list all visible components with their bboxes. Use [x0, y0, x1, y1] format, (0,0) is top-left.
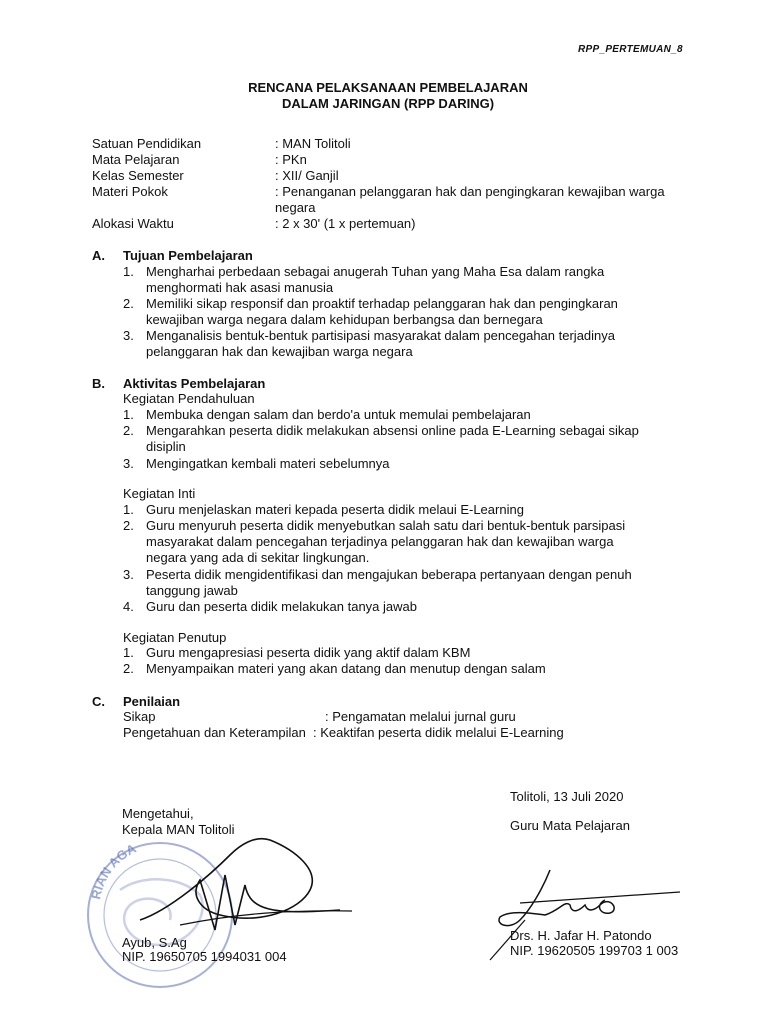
list-item: Guru mengapresiasi peserta didik yang aktif dalam KBM — [146, 645, 471, 660]
list-number: 1. — [123, 264, 134, 279]
identity-value-satuan: : MAN Tolitoli — [275, 136, 351, 151]
document-title-line2: DALAM JARINGAN (RPP DARING) — [281, 96, 495, 111]
list-number: 3. — [123, 456, 134, 471]
right-sign-nip: NIP. 19620505 199703 1 003 — [510, 943, 679, 958]
section-c-letter: C. — [92, 694, 105, 709]
right-sign-role: Guru Mata Pelajaran — [510, 818, 630, 833]
document-title-line1: RENCANA PELAKSANAAN PEMBELAJARAN — [248, 80, 528, 95]
section-c-title: Penilaian — [123, 694, 181, 709]
list-item: Peserta didik mengidentifikasi dan mengajukan beberapa pertanyaan dengan penuh — [146, 567, 632, 582]
subsection-pendahuluan-title: Kegiatan Pendahuluan — [123, 391, 255, 406]
identity-value-kelas: : XII/ Ganjil — [275, 168, 339, 183]
right-sign-name: Drs. H. Jafar H. Patondo — [510, 928, 652, 943]
assessment-label-sikap: Sikap — [123, 709, 156, 724]
list-item-continuation: kewajiban warga negara dalam kehidupan berbangsa dan bernegara — [146, 312, 543, 327]
identity-label-kelas: Kelas Semester — [92, 168, 184, 183]
list-number: 1. — [123, 407, 134, 422]
list-item: Memiliki sikap responsif dan proaktif terhadap pelanggaran hak dan pengingkaran — [146, 296, 618, 311]
list-item: Mengarahkan peserta didik melakukan absensi online pada E-Learning sebagai sikap — [146, 423, 639, 438]
left-sign-nip: NIP. 19650705 1994031 004 — [122, 949, 287, 964]
left-sign-greeting: Mengetahui, — [122, 806, 194, 821]
list-item: Menganalisis bentuk-bentuk partisipasi masyarakat dalam pencegahan terjadinya — [146, 328, 615, 343]
identity-value-materi: : Penanganan pelanggaran hak dan pengingkaran kewajiban warga negara — [275, 184, 665, 215]
section-b-title: Aktivitas Pembelajaran — [123, 376, 266, 391]
section-a-letter: A. — [92, 248, 105, 263]
list-item-continuation: tanggung jawab — [146, 583, 238, 598]
assessment-value-sikap: : Pengamatan melalui jurnal guru — [325, 709, 516, 724]
list-number: 2. — [123, 423, 134, 438]
list-number: 4. — [123, 599, 134, 614]
stamp-text: RIAN AGA — [88, 840, 139, 901]
identity-label-materi: Materi Pokok — [92, 184, 168, 199]
list-item: Guru menyuruh peserta didik menyebutkan salah satu dari bentuk-bentuk parsipasi — [146, 518, 626, 533]
document-code: RPP_PERTEMUAN_8 — [578, 44, 683, 55]
list-item-continuation: masyarakat dalam pencegahan terjadinya pelanggaran hak dan kewajiban warga — [146, 534, 614, 549]
place-date: Tolitoli, 13 Juli 2020 — [510, 789, 624, 804]
identity-value-mapel: : PKn — [275, 152, 307, 167]
list-item: Mengharhai perbedaan sebagai anugerah Tuhan yang Maha Esa dalam rangka — [146, 264, 605, 279]
list-number: 2. — [123, 518, 134, 533]
list-item: Mengingatkan kembali materi sebelumnya — [146, 456, 390, 471]
subsection-penutup-title: Kegiatan Penutup — [123, 630, 227, 645]
list-number: 2. — [123, 296, 134, 311]
left-sign-name: Ayub, S.Ag — [122, 935, 187, 950]
list-number: 1. — [123, 645, 134, 660]
left-signature-icon — [120, 815, 360, 945]
identity-label-mapel: Mata Pelajaran — [92, 152, 180, 167]
list-item-continuation: pelanggaran hak dan kewajiban warga negara — [146, 344, 413, 359]
subsection-inti-title: Kegiatan Inti — [123, 486, 196, 501]
assessment-label-pengetahuan: Pengetahuan dan Keterampilan — [123, 725, 306, 740]
identity-label-satuan: Satuan Pendidikan — [92, 136, 202, 151]
section-a-title: Tujuan Pembelajaran — [123, 248, 253, 263]
list-number: 1. — [123, 502, 134, 517]
identity-value-alokasi: : 2 x 30' (1 x pertemuan) — [275, 216, 416, 231]
list-item: Guru menjelaskan materi kepada peserta didik melaui E-Learning — [146, 502, 524, 517]
list-item: Membuka dengan salam dan berdo'a untuk memulai pembelajaran — [146, 407, 531, 422]
list-number: 3. — [123, 328, 134, 343]
section-b-letter: B. — [92, 376, 105, 391]
list-item-continuation: disiplin — [146, 439, 186, 454]
list-number: 3. — [123, 567, 134, 582]
left-sign-title: Kepala MAN Tolitoli — [122, 822, 235, 837]
assessment-value-pengetahuan: : Keaktifan peserta didik melalui E-Learning — [313, 725, 564, 740]
list-item: Guru dan peserta didik melakukan tanya jawab — [146, 599, 417, 614]
list-item-continuation: negara yang ada di sekitar lingkungan. — [146, 550, 370, 565]
list-item: Menyampaikan materi yang akan datang dan menutup dengan salam — [146, 661, 546, 676]
list-item-continuation: menghormati hak asasi manusia — [146, 280, 334, 295]
list-number: 2. — [123, 661, 134, 676]
identity-label-alokasi: Alokasi Waktu — [92, 216, 174, 231]
